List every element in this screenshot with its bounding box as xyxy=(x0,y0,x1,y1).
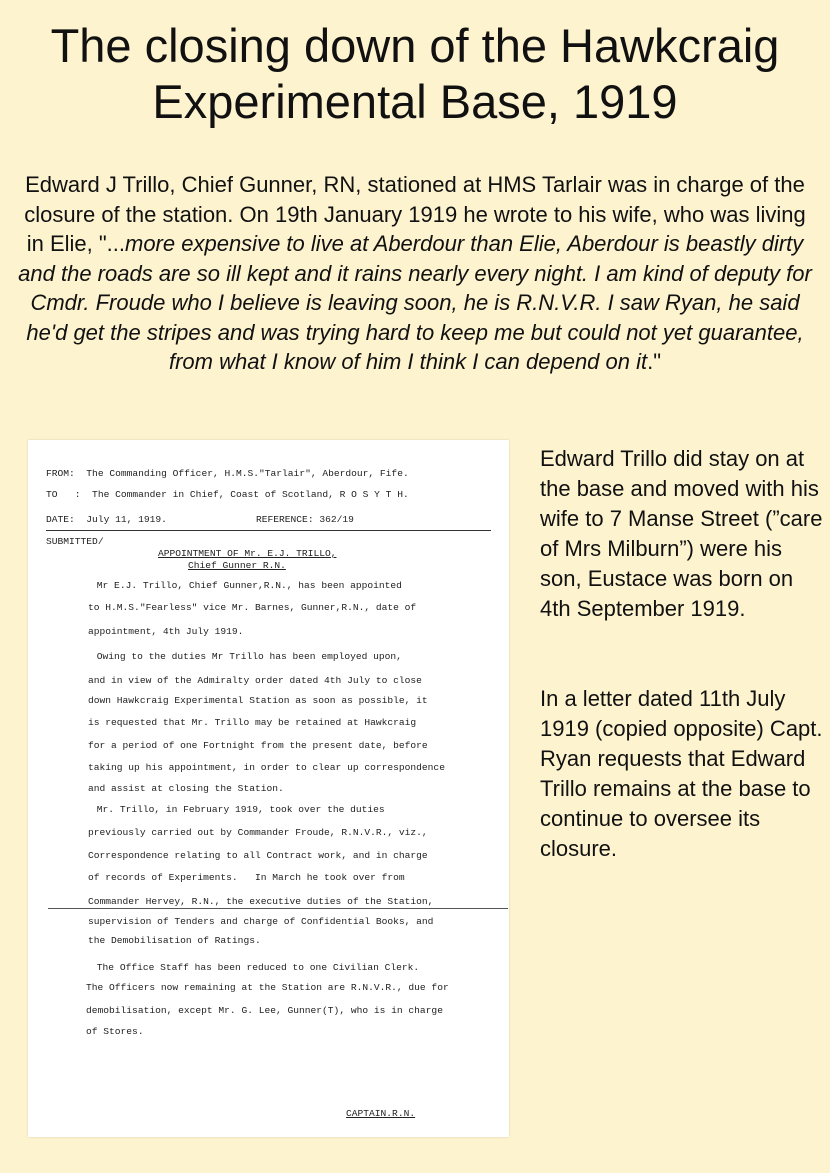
intro-quote: more expensive to live at Aberdour than Elie, Aberdour is beastly dirty and the roads are so ill kept and it rains nearly every night. I am kind of deputy for Cmdr. Froude who I believe is leaving soon, he is R.N.V.R. I saw Ryan, he said he'd get the stripes and was trying hard to keep me but could not yet guarantee, from what I know of him I think I can depend on it xyxy=(18,231,812,374)
letter-line: and in view of the Admiralty order dated 4th July to close xyxy=(88,675,422,686)
letter-line: to H.M.S."Fearless" vice Mr. Barnes, Gunner,R.N., date of xyxy=(88,602,417,613)
letter-line: Mr. Trillo, in February 1919, took over the duties xyxy=(68,804,385,815)
letter-line: is requested that Mr. Trillo may be retained at Hawkcraig xyxy=(88,717,417,728)
letter-submitted: SUBMITTED/ xyxy=(46,536,104,547)
letter-line: for a period of one Fortnight from the present date, before xyxy=(88,740,428,751)
title-line-2: Experimental Base, 1919 xyxy=(152,75,678,128)
letter-rule-top xyxy=(46,530,491,531)
intro-text: Edward J Trillo, Chief Gunner, RN, stationed at HMS Tarlair was in charge of the closure of the station. On 19th January 1919 he wrote to his wife, who was living in Elie, "... xyxy=(24,172,806,256)
letter-signature: CAPTAIN.R.N. xyxy=(346,1108,416,1119)
letter-line: of records of Experiments. In March he took over from xyxy=(88,872,405,883)
right-paragraph-2: In a letter dated 11th July 1919 (copied opposite) Capt. Ryan requests that Edward Trillo remains at the base to continue to oversee its closure. xyxy=(540,686,823,861)
letter-from: FROM: The Commanding Officer, H.M.S."Tarlair", Aberdour, Fife. xyxy=(46,468,409,479)
letter-heading-2: Chief Gunner R.N. xyxy=(188,560,286,571)
letter-line: down Hawkcraig Experimental Station as soon as possible, it xyxy=(88,695,428,706)
letter-line: The Office Staff has been reduced to one Civilian Clerk. xyxy=(68,962,420,973)
letter-image xyxy=(28,440,509,1137)
letter-line: Correspondence relating to all Contract work, and in charge xyxy=(88,850,428,861)
letter-line: appointment, 4th July 1919. xyxy=(88,626,244,637)
letter-reference: REFERENCE: 362/19 xyxy=(256,514,354,525)
intro-end: ." xyxy=(647,349,662,374)
letter-line: supervision of Tenders and charge of Confidential Books, and xyxy=(88,916,434,927)
letter-to: TO : The Commander in Chief, Coast of Scotland, R O S Y T H. xyxy=(46,489,409,500)
page-title xyxy=(0,18,830,130)
letter-date: DATE: July 11, 1919. xyxy=(46,514,167,525)
letter-line: demobilisation, except Mr. G. Lee, Gunner(T), who is in charge xyxy=(86,1005,443,1016)
title-line-1: The closing down of the Hawkcraig xyxy=(50,19,780,72)
intro-paragraph xyxy=(18,170,812,377)
letter-line: The Officers now remaining at the Station are R.N.V.R., due for xyxy=(86,982,449,993)
letter-line: Owing to the duties Mr Trillo has been employed upon, xyxy=(68,651,402,662)
letter-line: the Demobilisation of Ratings. xyxy=(88,935,261,946)
letter-line: and assist at closing the Station. xyxy=(88,783,284,794)
letter-line: taking up his appointment, in order to clear up correspondence xyxy=(88,762,445,773)
letter-line: Commander Hervey, R.N., the executive duties of the Station, xyxy=(88,896,434,907)
letter-line: Mr E.J. Trillo, Chief Gunner,R.N., has been appointed xyxy=(68,580,402,591)
letter-line: previously carried out by Commander Froude, R.N.V.R., viz., xyxy=(88,827,428,838)
right-paragraph-1: Edward Trillo did stay on at the base and moved with his wife to 7 Manse Street (”care of Mrs Milburn”) were his son, Eustace was born on 4th September 1919. xyxy=(540,446,823,621)
letter-line: of Stores. xyxy=(86,1026,144,1037)
letter-heading-1: APPOINTMENT OF Mr. E.J. TRILLO, xyxy=(158,548,337,559)
letter-fold-line xyxy=(48,908,508,909)
